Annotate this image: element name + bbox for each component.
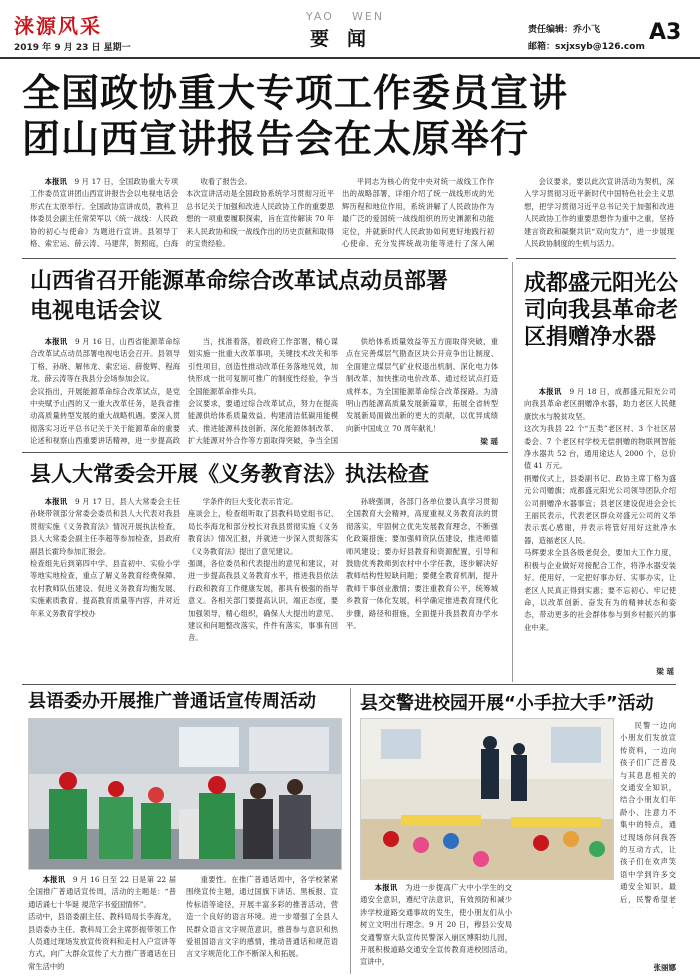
chengdu-author: 梁 瑶 (656, 667, 674, 676)
byline-label: 本报讯 (42, 875, 66, 884)
newspaper-logo: 涞源风采 (14, 14, 102, 38)
chengdu-headline: 成都盛元阳光公司向我县革命老区捐赠净水器 (524, 271, 679, 350)
lead-column-1 (30, 176, 178, 250)
editor-credit: 责任编辑：乔小飞 (528, 25, 601, 35)
traffic-body-text: 本报讯 为进一步提高广大中小学生的交通安全意识，遵纪守法意识，有效预防和减少涉学校道路交通事故的发生，使小朋友们从小树立文明出行理念。9 月 20 日，穆县公安局交通警察大队宣传民警深入崩区博阳幼儿园，开展积极道路交通安全宣传教育进校园活动，宣讲中， (360, 883, 512, 967)
language-col2-text: 重要性。在推广普通话周中，各学校紧紧围绕宣传主题，通过国旗下讲话、黑板报、宣传标语等途径，开展丰富多彩的推普活动，营造一个良好的语言环境。进一步增强了全县人民群众语言文字规范意识，推普参与意识和热爱祖国语言文字的感情，推动普通话和规范语言文字规范化工作不断深入和拓展。 (186, 875, 338, 959)
byline-label: 本报讯 (538, 387, 562, 396)
education-col3-text: 孙晓强调，各部门各单位要认真学习贯彻全国教育大会精神，高度重视义务教育法的贯彻落实，牢固树立优先发展教育理念，不断强化政策措施；要加强师资队伍建设，推进师德师风建设；要办好县教育和资源配置，引导和鼓励优秀教师到农村中小学任教，逐步解决好教师结构性短缺问题；要健全教育机制，提升教师干事创业激情；要注重教育公平，统筹城乡教育一体化发展，科学确定推进教育现代化步骤，路径和措施，全面提升我县教育办学水平。 (346, 497, 498, 631)
language-column-2 (186, 874, 338, 974)
education-col2-text: 学条件的巨大变化表示肯定。 座谈会上，检查组听取了县教科局党组书记、局长李海龙和部分校长对我县贯彻实施《义务教育法》情况汇报，并就进一步深入贯彻落实《义务教育法》提出了意见建议。 强调，各位委员和代表提出的意见和建议，对进一步提高我县义务教育水平，推进我县依法行政和教育工作健康发展，都具有极强的指导意义。各相关部门要提高认识，端正态度，要加强领导，精心组织，确保人大提出的意见、建议和问题整改落实，件件有落实，事事有回音。 (188, 497, 338, 643)
section-pinyin-1: YAO (306, 10, 334, 23)
energy-col3-text: 供给体系质量效益等五方面取得突破，重点在完善煤层气勘查区块公开竞争出让制度、全面建立煤层气矿业权退出机制、深化电力体制改革、加快推动电价改革、通过经试点打造成样本，为全国能源革命综合改革探路。为清明山西能源高质量发展新篇章，拓展全省转型发展新局面做出新的更大的贡献，以优异成绩向新中国成立 70 周年献礼！ (346, 337, 498, 433)
traffic-author: 张丽娜 (653, 963, 676, 972)
divider (516, 258, 676, 259)
energy-column-2 (188, 336, 338, 446)
education-headline: 县人大常委会开展《义务教育法》执法检查 (30, 462, 429, 486)
traffic-headline: 县交警进校园开展“小手拉大手”活动 (360, 693, 654, 714)
page-number: A3 (649, 20, 682, 45)
lead-column-4 (524, 176, 674, 250)
traffic-photo (360, 718, 614, 880)
byline-label: 本报讯 (374, 883, 398, 892)
masthead-rule (0, 57, 700, 59)
language-photo (28, 718, 342, 870)
energy-column-3 (346, 336, 498, 434)
divider (22, 258, 508, 259)
lead-column-2 (186, 176, 334, 250)
divider (22, 684, 676, 685)
byline-label: 本报讯 (44, 497, 68, 506)
energy-column-1 (30, 336, 180, 446)
chengdu-body (524, 386, 676, 666)
energy-col2-text: 当，找准着落，着政府工作部署，精心谋划实施一批重大改革事项，关键技术改关和举引性项目，创造性推动改革任务落地见效，加快形成一批可复制可推广的制度性经验，争当全国能源革命排头兵。 会议要求，要通过综合改革试点，努力在提高能源供给体系质量效益、构建清洁低碳用能模式、推进能源科技创新、深化能源体制改革、扩大能源对外合作等方面取得突破，争当全国 (188, 337, 338, 446)
lead-headline-line2: 团山西宣讲报告会在太原举行 (22, 117, 530, 161)
language-col1-text: 本报讯 9 月 16 日至 22 日是第 22 届全国推广普通话宣传周，活动的主题是：“普通话诵七十华诞 規范字书爱国情怀”。 活动中，县语委副主任、教科局局长李海龙，县语委办主任、教科局工会主席彭振带领工作人员通过现场发放宣传资料和走村入户宣讲等方式，向广大群众宣传了大力推广普通话在日常生活中的 (28, 875, 176, 971)
traffic-body (360, 882, 512, 974)
language-column-1 (28, 874, 176, 974)
lead-column-3 (342, 176, 494, 250)
education-column-2 (188, 496, 338, 674)
byline-label: 本报讯 (44, 177, 68, 186)
issue-date: 2019 年 9 月 23 日 星期一 (14, 43, 131, 53)
education-column-3 (346, 496, 498, 674)
chengdu-body-text: 本报讯 9 月 18 日，成都盛元阳光公司向我县革命老区捐赠净水器，助力老区人民健康饮水与脱贫攻坚。 这次为我县 22 个“五类”老区村、3 个社区居委会、7 个老区村学校无偿捐赠的物联网智能净水器共 52 台，通用途达人 2000 个，总价值 41 万元。 捐赠仪式上，县委副书记、政协主席丁格为盛元公司赠旗；成都盛元阳光公司领导团队介绍公司捐赠净水器事宜；县老区建设促进会会长王丽民表示，代表老区群众对盛元公司的义举表示衷心感谢，并表示将管好用好这批净水器，造福老区人民。 马辉要求全县各级老促会，要加大工作力度，积极与企业做好对接配合工作，将净水器安装好、使用好，一定把好事办好、实事办实，让老区人民真正得到实惠；要不忘初心、牢记使命，以改革创新、奋发有为的精神状态和姿态，带动更多的社会群体参与到乡村振兴的事业中来。 (524, 387, 676, 632)
divider (22, 452, 508, 453)
masthead (0, 0, 700, 56)
column-divider (512, 262, 513, 682)
traffic-side-text: 民警一边向小朋友们发放宣传资料，一边向孩子们广泛普及与其息息相关的交通安全知识，结合小朋友们年龄小、注意力不集中的特点，通过现场你问我答的互动方式，让孩子们在欢声笑语中学到许多交通安全知识。最后，民警希望老 (620, 721, 676, 904)
byline-label: 本报讯 (44, 337, 68, 346)
energy-author: 梁 瑶 (480, 437, 498, 446)
education-column-1 (30, 496, 180, 674)
column-divider (350, 688, 351, 974)
energy-col1-text: 本报讯 9 月 16 日，山西省能源革命综合改革试点动员部署电视电话会召开。县领导丁格、孙晓、解伟龙、索宏运、薛俊辉、程海龙、薛云涛等在我县分会场参加会议。 会议指出，开展能源革命综合改革试点，是党中央赋予山西的又一重大改革任务，是我省推动高质量转型发展的重大战略机遇。要深入贯彻落实习近平总书记关于关于能源革命的重要论述和视察山西重要讲话精神，进一步提高政 (30, 337, 180, 446)
lead-headline-line1: 全国政协重大专项工作委员宣讲 (22, 71, 569, 115)
classroom-photo-illustration (361, 719, 613, 879)
energy-headline-line1: 山西省召开能源革命综合改革试点动员部署 (30, 269, 449, 294)
language-headline: 县语委办开展推广普通话宣传周活动 (28, 691, 316, 712)
lead-col1-text: 本报讯 9 月 17 日，全国政协重大专项工作委员宣讲团山西宣讲报告会以电视电话会形式在太原举行。全国政协宣讲成员，教科卫体委员会副主任常荣军以《统一战线：人民政协的初心与使命》为题进行宣讲。县领导丁格、索宏运、薛云涛、马建萍，贺照庭，白海 (30, 177, 178, 249)
section-title: 要闻 (310, 28, 385, 50)
lead-col2-text: 收看了报告会。 本次宣讲活动是全国政协系统学习贯彻习近平总书记关于加强和改进人民政协工作的重要思想的一项重要履职探索，旨在宣传解读 70 年来人民政协和统一战线作出的历史贡献和取得的宝贵经验。 (186, 177, 334, 249)
editor-email: 邮箱：sxjxsyb@126.com (528, 42, 645, 52)
lead-col3-text: 平同志为核心的党中央对统一战线工作作出的战略部署，详细介绍了统一战线形成的光辉历程和地位作用，系统讲解了人民政协作为最广泛的爱国统一战线组织的历史渊源和功能定位，并就新时代人民政协如何更好地践行初心使命、充分发挥统战功能等进行了深入阐 (342, 177, 494, 249)
lead-col4-text: 会议要求，要以此次宣讲活动为契机，深入学习贯彻习近平新时代中国特色社会主义思想，把学习贯彻习近平总书记关于加强和改进人民政协工作的重要思想作为重中之重，坚持建言资政和凝聚共识“双向发力”，进一步展现人民政协制度的生机与活力。 (524, 177, 674, 249)
section-pinyin-2: WEN (352, 10, 385, 23)
education-col1-text: 本报讯 9 月 17 日，县人大常委会主任孙晓带领部分常委会委员和县人大代表对我县贯彻实施《义务教育法》情况开展执法检查，县人大常委会副主任李超等参加检查，县政府副县长霍玲参加汇报会。 检查组先后到第四中学、县直初中、实验小学等地实地检查，重点了解义务教育经费保障、农村教师队伍建设、促进义务教育均衡发展、实施素质教育、提高教育质量等内容，并对近年来义务教育学校办 (30, 497, 180, 618)
traffic-side-column (620, 720, 676, 908)
energy-headline-line2: 电视电话会议 (30, 299, 163, 324)
students-photo-illustration (29, 719, 341, 869)
